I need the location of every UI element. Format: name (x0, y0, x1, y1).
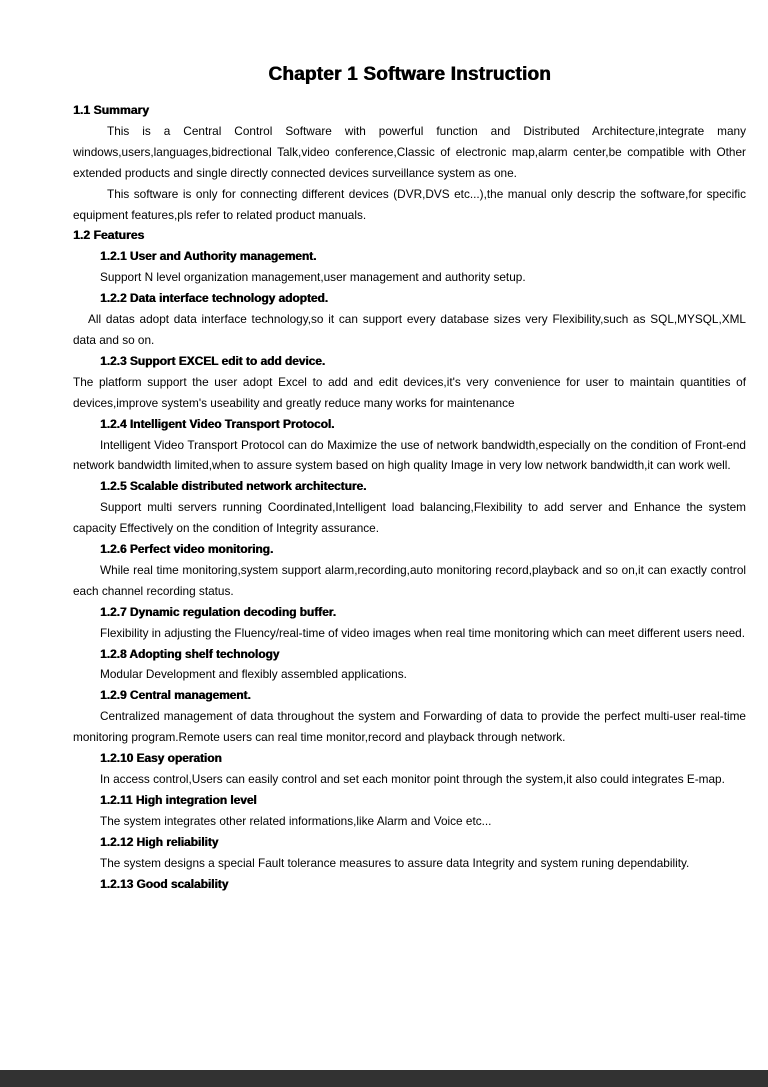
paragraph: While real time monitoring,system support alarm,recording,auto monitoring record,playback and so on,it can exactly control each channel recording status. (73, 562, 746, 598)
subsection-heading-1-2-9: 1.2.9 Central management. (100, 688, 251, 703)
document-content (73, 62, 746, 894)
subsection-heading-1-2-5: 1.2.5 Scalable distributed network architecture. (100, 479, 367, 494)
paragraph: In access control,Users can easily control and set each monitor point through the system,it also could integrates E-map. (100, 772, 725, 786)
paragraph: Support multi servers running Coordinated,Intelligent load balancing,Flexibility to add server and Enhance the system capacity Effectively on the condition of Integrity assurance. (73, 500, 746, 536)
paragraph: Support N level organization management,user management and authority setup. (100, 270, 526, 285)
section-heading-1-2: 1.2 Features (73, 228, 145, 243)
subsection-heading-1-2-10: 1.2.10 Easy operation (100, 751, 222, 766)
subsection-heading-1-2-7: 1.2.7 Dynamic regulation decoding buffer. (100, 604, 336, 619)
subsection-heading-1-2-12: 1.2.12 High reliability (100, 834, 219, 849)
paragraph: This software is only for connecting different devices (DVR,DVS etc...),the manual only descrip the software,for specific equipment features,pls refer to related product manuals. (73, 186, 746, 222)
subsection-heading-1-2-8: 1.2.8 Adopting shelf technology (100, 646, 280, 661)
paragraph: The system designs a special Fault tolerance measures to assure data Integrity and system runing dependability. (100, 855, 690, 870)
paragraph: The platform support the user adopt Excel to add and edit devices,it's very convenience for user to maintain quantities of devices,improve system's useability and greatly reduce many works for maintenance (73, 374, 746, 410)
paragraph: Flexibility in adjusting the Fluency/real-time of video images when real time monitoring which can meet different users need. (100, 625, 745, 640)
paragraph: Centralized management of data throughout the system and Forwarding of data to provide the perfect multi-user real-time monitoring program.Remote users can real time monitor,record and playback through network. (73, 709, 746, 745)
subsection-heading-1-2-2: 1.2.2 Data interface technology adopted. (100, 291, 328, 306)
footer-bar (0, 1070, 768, 1087)
subsection-heading-1-2-13: 1.2.13 Good scalability (100, 876, 229, 891)
paragraph: The system integrates other related informations,like Alarm and Voice etc... (100, 813, 492, 828)
subsection-heading-1-2-6: 1.2.6 Perfect video monitoring. (100, 542, 274, 557)
subsection-heading-1-2-3: 1.2.3 Support EXCEL edit to add device. (100, 353, 326, 368)
paragraph: Intelligent Video Transport Protocol can do Maximize the use of network bandwidth,especially on the condition of Front-end network bandwidth limited,when to assure system based on high quality Image in very low network bandwidth,it can work well. (73, 437, 746, 473)
subsection-heading-1-2-4: 1.2.4 Intelligent Video Transport Protocol. (100, 416, 335, 431)
paragraph: Modular Development and flexibly assembled applications. (100, 667, 407, 682)
subsection-heading-1-2-1: 1.2.1 User and Authority management. (100, 249, 317, 264)
document-title: Chapter 1 Software Instruction (268, 64, 551, 85)
section-heading-1-1: 1.1 Summary (73, 103, 149, 117)
paragraph: All datas adopt data interface technology,so it can support every database sizes very Flexibility,such as SQL,MYSQL,XML data and so on. (73, 312, 746, 347)
paragraph: This is a Central Control Software with powerful function and Distributed Architecture,integrate many windows,users,languages,bidrectional Talk,video conference,Classic of electronic map,alarm center,be compatible with Other extended products and single directly connected devices surveillance system as one. (73, 123, 746, 180)
subsection-heading-1-2-11: 1.2.11 High integration level (100, 792, 257, 807)
